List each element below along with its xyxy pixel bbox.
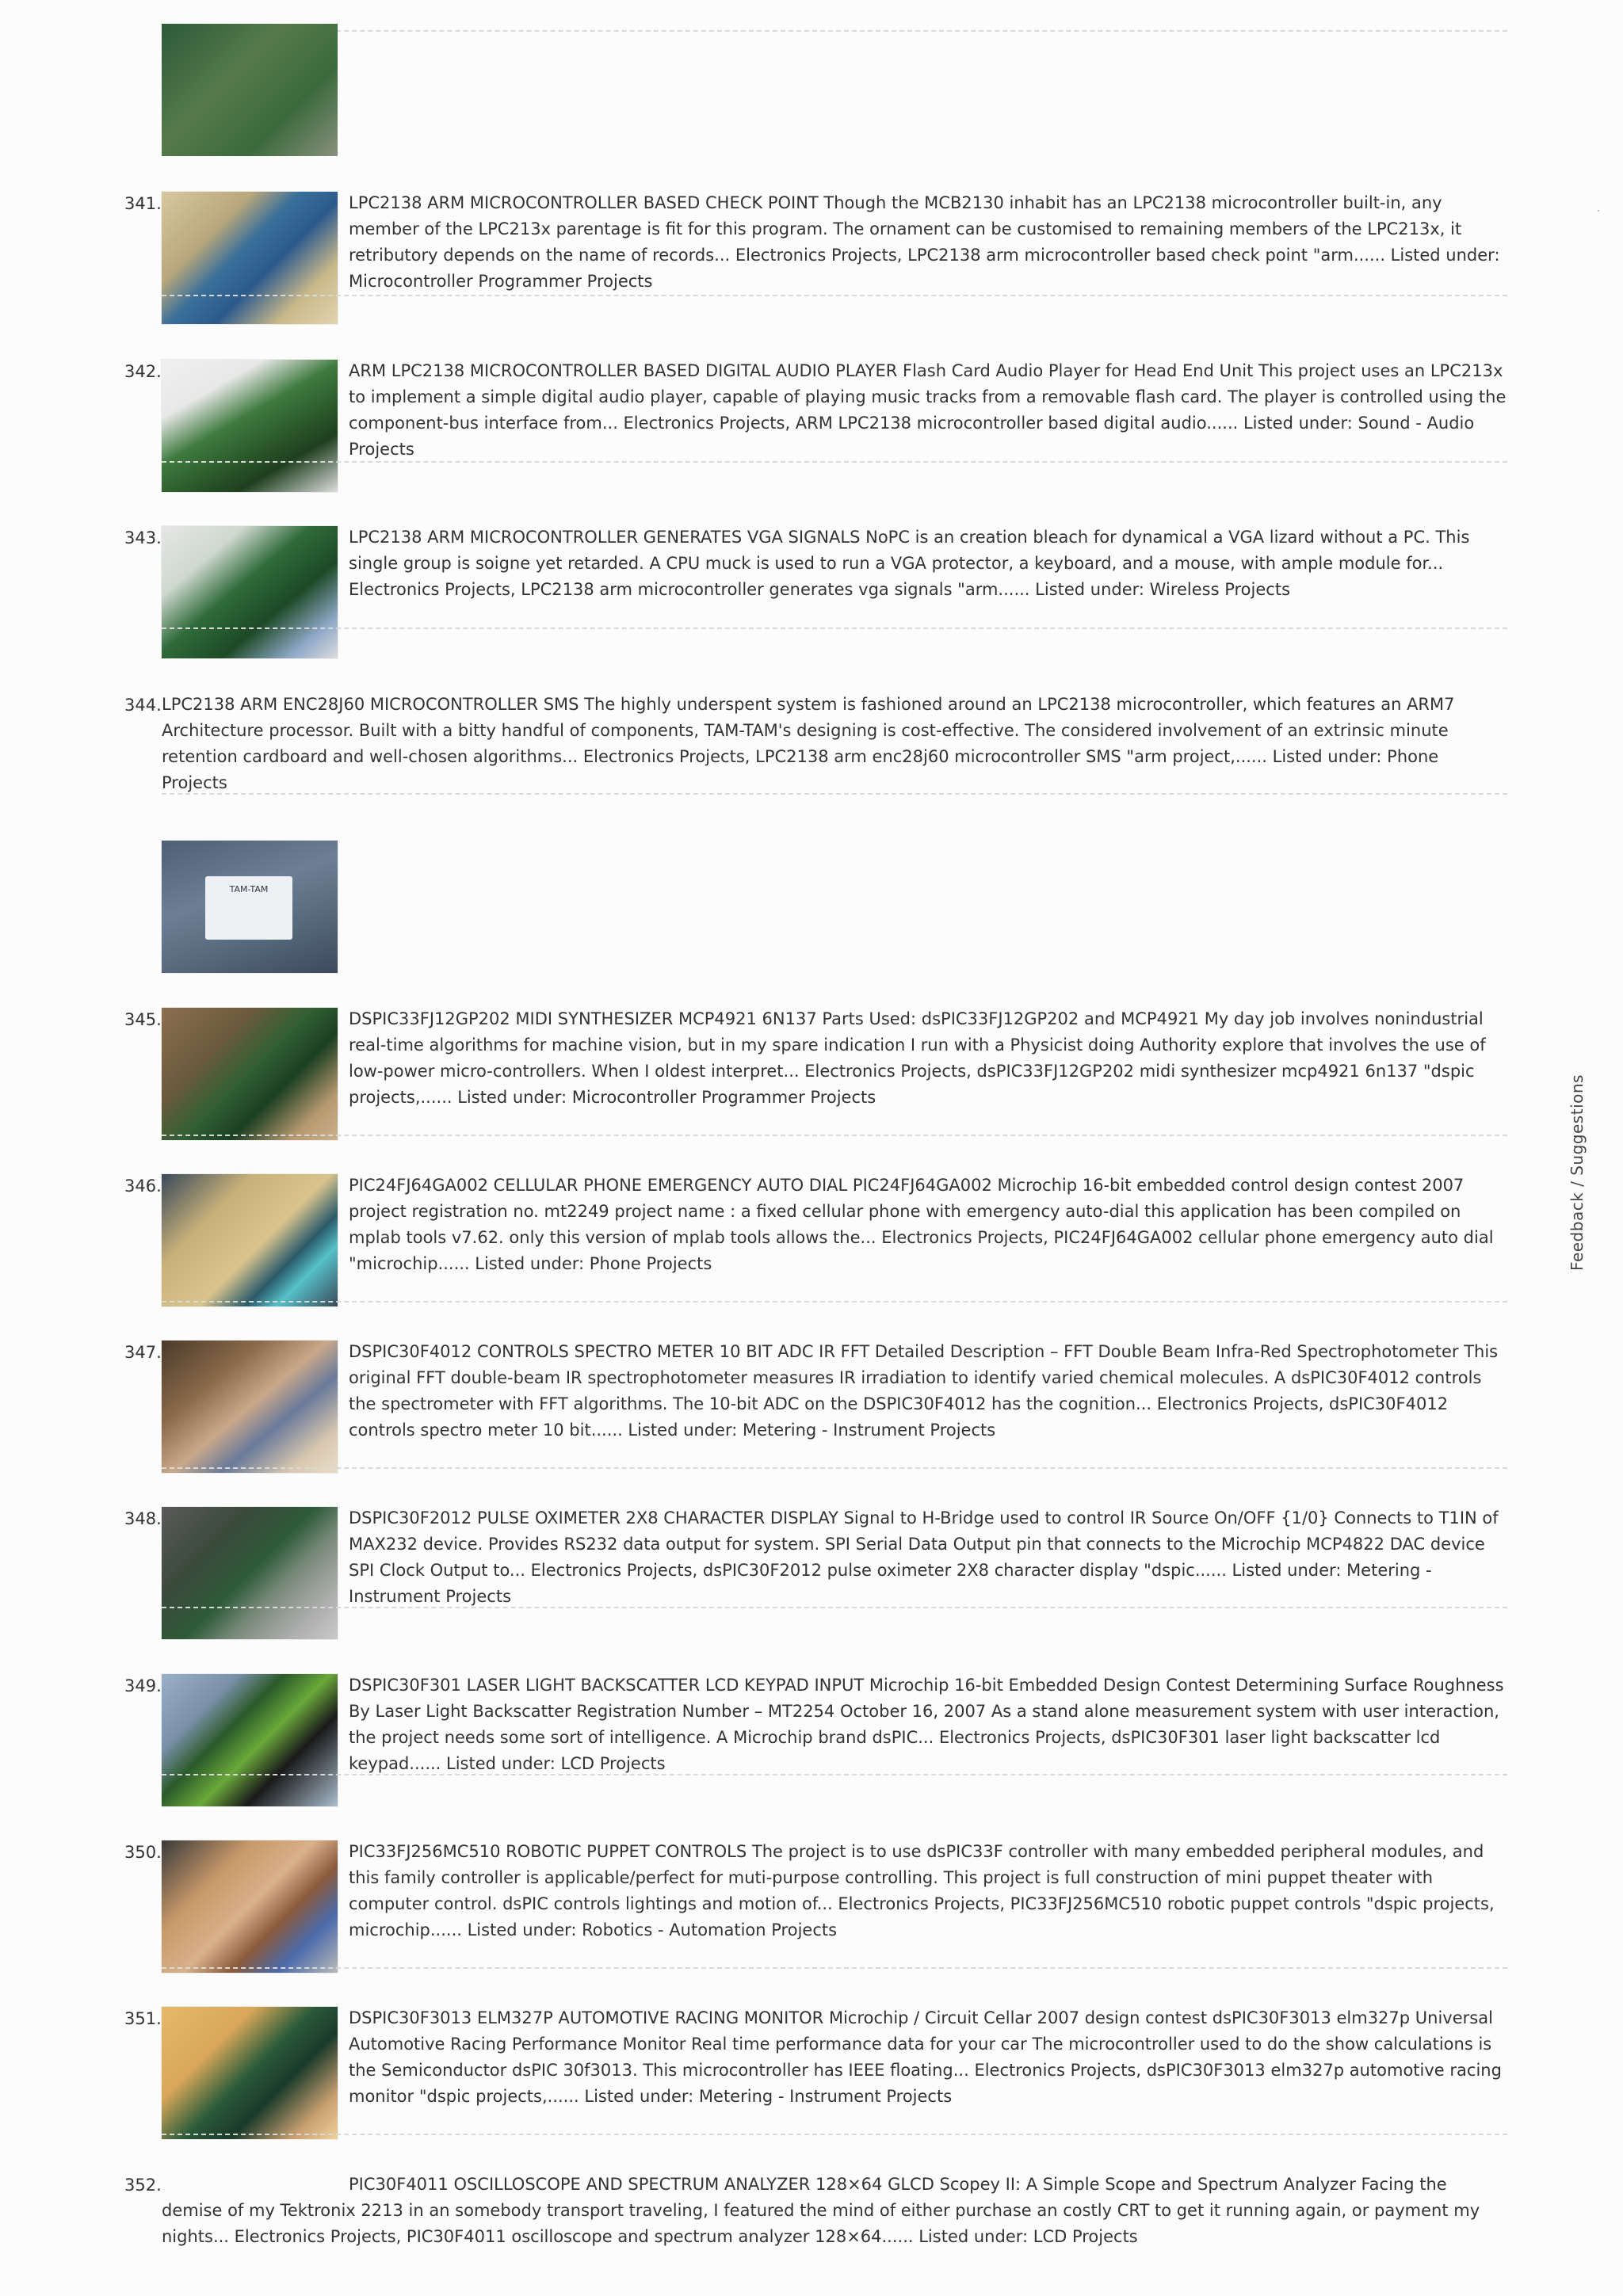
item-number: 347. bbox=[124, 1343, 162, 1362]
item-number: 341. bbox=[124, 194, 162, 213]
item-separator bbox=[162, 1135, 1507, 1136]
item-number: 349. bbox=[124, 1676, 162, 1695]
item-description[interactable]: DSPIC30F2012 PULSE OXIMETER 2X8 CHARACTER DISPLAY Signal to H-Bridge used to control IR Source On/OFF {1/0} Connects to T1IN of MAX232 device. Provides RS232 data output for system. SPI Serial Data Output pin that connects to the Microchip MCP4822 DAC device SPI Clock Output to... Electronics Projects, dsPIC30F2012 pulse oximeter 2X8 character display "dspic...... Listed under: Metering - Instrument Projects bbox=[349, 1508, 1499, 1606]
item-description[interactable]: LPC2138 ARM ENC28J60 MICROCONTROLLER SMS The highly underspent system is fashioned around an LPC2138 microcontroller, which features an ARM7 Architecture processor. Built with a bitty handful of components, TAM-TAM's designing is cost-effective. The considered involvement of an extrinsic minute retention cardboard and well-chosen algorithms... Electronics Projects, LPC2138 arm enc28j60 microcontroller SMS "arm project,...... Listed under: Phone Projects bbox=[162, 695, 1455, 792]
project-thumbnail[interactable] bbox=[162, 1008, 338, 1140]
item-number: 342. bbox=[124, 362, 162, 381]
item-separator bbox=[162, 2134, 1507, 2135]
item-number: 344. bbox=[124, 696, 162, 715]
item-number: 352. bbox=[124, 2176, 162, 2195]
device-label: TAM-TAM bbox=[229, 884, 269, 894]
project-thumbnail[interactable] bbox=[162, 192, 338, 324]
project-thumbnail[interactable] bbox=[162, 1174, 338, 1306]
project-thumbnail[interactable] bbox=[162, 841, 338, 973]
item-separator bbox=[162, 295, 1507, 296]
item-separator bbox=[162, 461, 1507, 463]
project-thumbnail[interactable] bbox=[162, 526, 338, 658]
project-thumbnail[interactable] bbox=[162, 1507, 338, 1639]
item-separator bbox=[162, 1967, 1507, 1969]
feedback-label[interactable]: Feedback / Suggestions bbox=[1568, 1074, 1587, 1271]
item-description[interactable]: ARM LPC2138 MICROCONTROLLER BASED DIGITAL AUDIO PLAYER Flash Card Audio Player for Head End Unit This project uses an LPC213x to implement a simple digital audio player, capable of playing music tracks from a removable flash card. The player is controlled using the component-bus interface from... Electronics Projects, ARM LPC2138 microcontroller based digital audio...... Listed under: Sound - Audio Projects bbox=[349, 361, 1507, 459]
project-thumbnail[interactable] bbox=[162, 24, 338, 156]
item-separator bbox=[162, 1607, 1507, 1608]
item-description[interactable]: DSPIC30F301 LASER LIGHT BACKSCATTER LCD KEYPAD INPUT Microchip 16-bit Embedded Design Contest Determining Surface Roughness By Laser Light Backscatter Registration Number – MT2254 October 16, 2007 As a stand alone measurement system with user interaction, the project needs some sort of intelligence. A Microchip brand dsPIC... Electronics Projects, dsPIC30F301 laser light backscatter lcd keypad...... Listed under: LCD Projects bbox=[349, 1676, 1504, 1773]
feedback-tab[interactable] bbox=[1553, 1074, 1601, 1271]
item-separator bbox=[162, 627, 1507, 629]
project-thumbnail[interactable] bbox=[162, 2007, 338, 2139]
item-separator bbox=[162, 30, 1507, 32]
project-thumbnail[interactable] bbox=[162, 1674, 338, 1806]
item-number: 343. bbox=[124, 528, 162, 547]
item-number: 346. bbox=[124, 1177, 162, 1196]
item-description[interactable]: PIC30F4011 OSCILLOSCOPE AND SPECTRUM ANALYZER 128×64 GLCD Scopey II: A Simple Scope and Spectrum Analyzer Facing the demise of my Tektronix 2213 in an somebody transport traveling, I featured the mind of either purchase an costly CRT to get it running again, or payment my nights... Electronics Projects, PIC30F4011 oscilloscope and spectrum analyzer 128×64...... Listed under: LCD Projects bbox=[162, 2175, 1480, 2246]
item-separator bbox=[162, 1467, 1507, 1469]
decorative-dot bbox=[1598, 210, 1599, 212]
project-thumbnail[interactable] bbox=[162, 1840, 338, 1973]
item-description[interactable]: DSPIC33FJ12GP202 MIDI SYNTHESIZER MCP4921 6N137 Parts Used: dsPIC33FJ12GP202 and MCP4921 My day job involves nonindustrial real-time algorithms for machine vision, but in my spare indication I run with a Physicist doing Authority explore that involves the use of low-power micro-controllers. When I oldest interpret... Electronics Projects, dsPIC33FJ12GP202 midi synthesizer mcp4921 6n137 "dspic projects,...... Listed under: Microcontroller Programmer Projects bbox=[349, 1009, 1486, 1107]
item-description[interactable]: PIC24FJ64GA002 CELLULAR PHONE EMERGENCY AUTO DIAL PIC24FJ64GA002 Microchip 16-bit embedded control design contest 2007 project registration no. mt2249 project name : a fixed cellular phone with emergency auto-dial this application has been compiled on mplab tools v7.62. only this version of mplab tools allows the... Electronics Projects, PIC24FJ64GA002 cellular phone emergency auto dial "microchip...... Listed under: Phone Projects bbox=[349, 1176, 1494, 1273]
item-description[interactable]: PIC33FJ256MC510 ROBOTIC PUPPET CONTROLS The project is to use dsPIC33F controller with many embedded peripheral modules, and this family controller is applicable/perfect for muti-purpose controlling. This project is full construction of mini puppet theater with computer control. dsPIC controls lightings and motion of... Electronics Projects, PIC33FJ256MC510 robotic puppet controls "dspic projects, microchip...... Listed under: Robotics - Automation Projects bbox=[349, 1842, 1495, 1939]
device-box bbox=[205, 876, 292, 940]
item-number: 350. bbox=[124, 1843, 162, 1862]
item-number: 348. bbox=[124, 1509, 162, 1528]
item-separator bbox=[162, 1774, 1507, 1775]
item-separator bbox=[162, 793, 1507, 795]
item-separator bbox=[162, 1301, 1507, 1302]
item-description[interactable]: DSPIC30F4012 CONTROLS SPECTRO METER 10 BIT ADC IR FFT Detailed Description – FFT Double Beam Infra-Red Spectrophotometer This original FFT double-beam IR spectrophotometer measures IR irradiation to identify varied chemical molecules. A dsPIC30F4012 controls the spectrometer with FFT algorithms. The 10-bit ADC on the DSPIC30F4012 has the cognition... Electronics Projects, dsPIC30F4012 controls spectro meter 10 bit...... Listed under: Metering - Instrument Projects bbox=[349, 1342, 1499, 1440]
item-description[interactable]: DSPIC30F3013 ELM327P AUTOMOTIVE RACING MONITOR Microchip / Circuit Cellar 2007 design contest dsPIC30F3013 elm327p Universal Automotive Racing Performance Monitor Real time performance data for your car The microcontroller used to do the show calculations is the Semiconductor dsPIC 30f3013. This microcontroller has IEEE floating... Electronics Projects, dsPIC30F3013 elm327p automotive racing monitor "dspic projects,...... Listed under: Metering - Instrument Projects bbox=[349, 2008, 1502, 2106]
item-description[interactable]: LPC2138 ARM MICROCONTROLLER GENERATES VGA SIGNALS NoPC is an creation bleach for dynamical a VGA lizard without a PC. This single group is soigne yet retarded. A CPU muck is used to run a VGA protector, a keyboard, and a mouse, with ample module for... Electronics Projects, LPC2138 arm microcontroller generates vga signals "arm...... Listed under: Wireless Projects bbox=[349, 528, 1470, 599]
item-description[interactable]: LPC2138 ARM MICROCONTROLLER BASED CHECK POINT Though the MCB2130 inhabit has an LPC2138 microcontroller built-in, any member of the LPC213x parentage is fit for this program. The ornament can be customised to remaining members of the LPC213x, it retributory depends on the name of records... Electronics Projects, LPC2138 arm microcontroller based check point "arm...... Listed under: Microcontroller Programmer Projects bbox=[349, 193, 1500, 291]
project-thumbnail[interactable] bbox=[162, 360, 338, 492]
item-number: 351. bbox=[124, 2009, 162, 2028]
project-thumbnail[interactable] bbox=[162, 1341, 338, 1473]
item-number: 345. bbox=[124, 1010, 162, 1029]
